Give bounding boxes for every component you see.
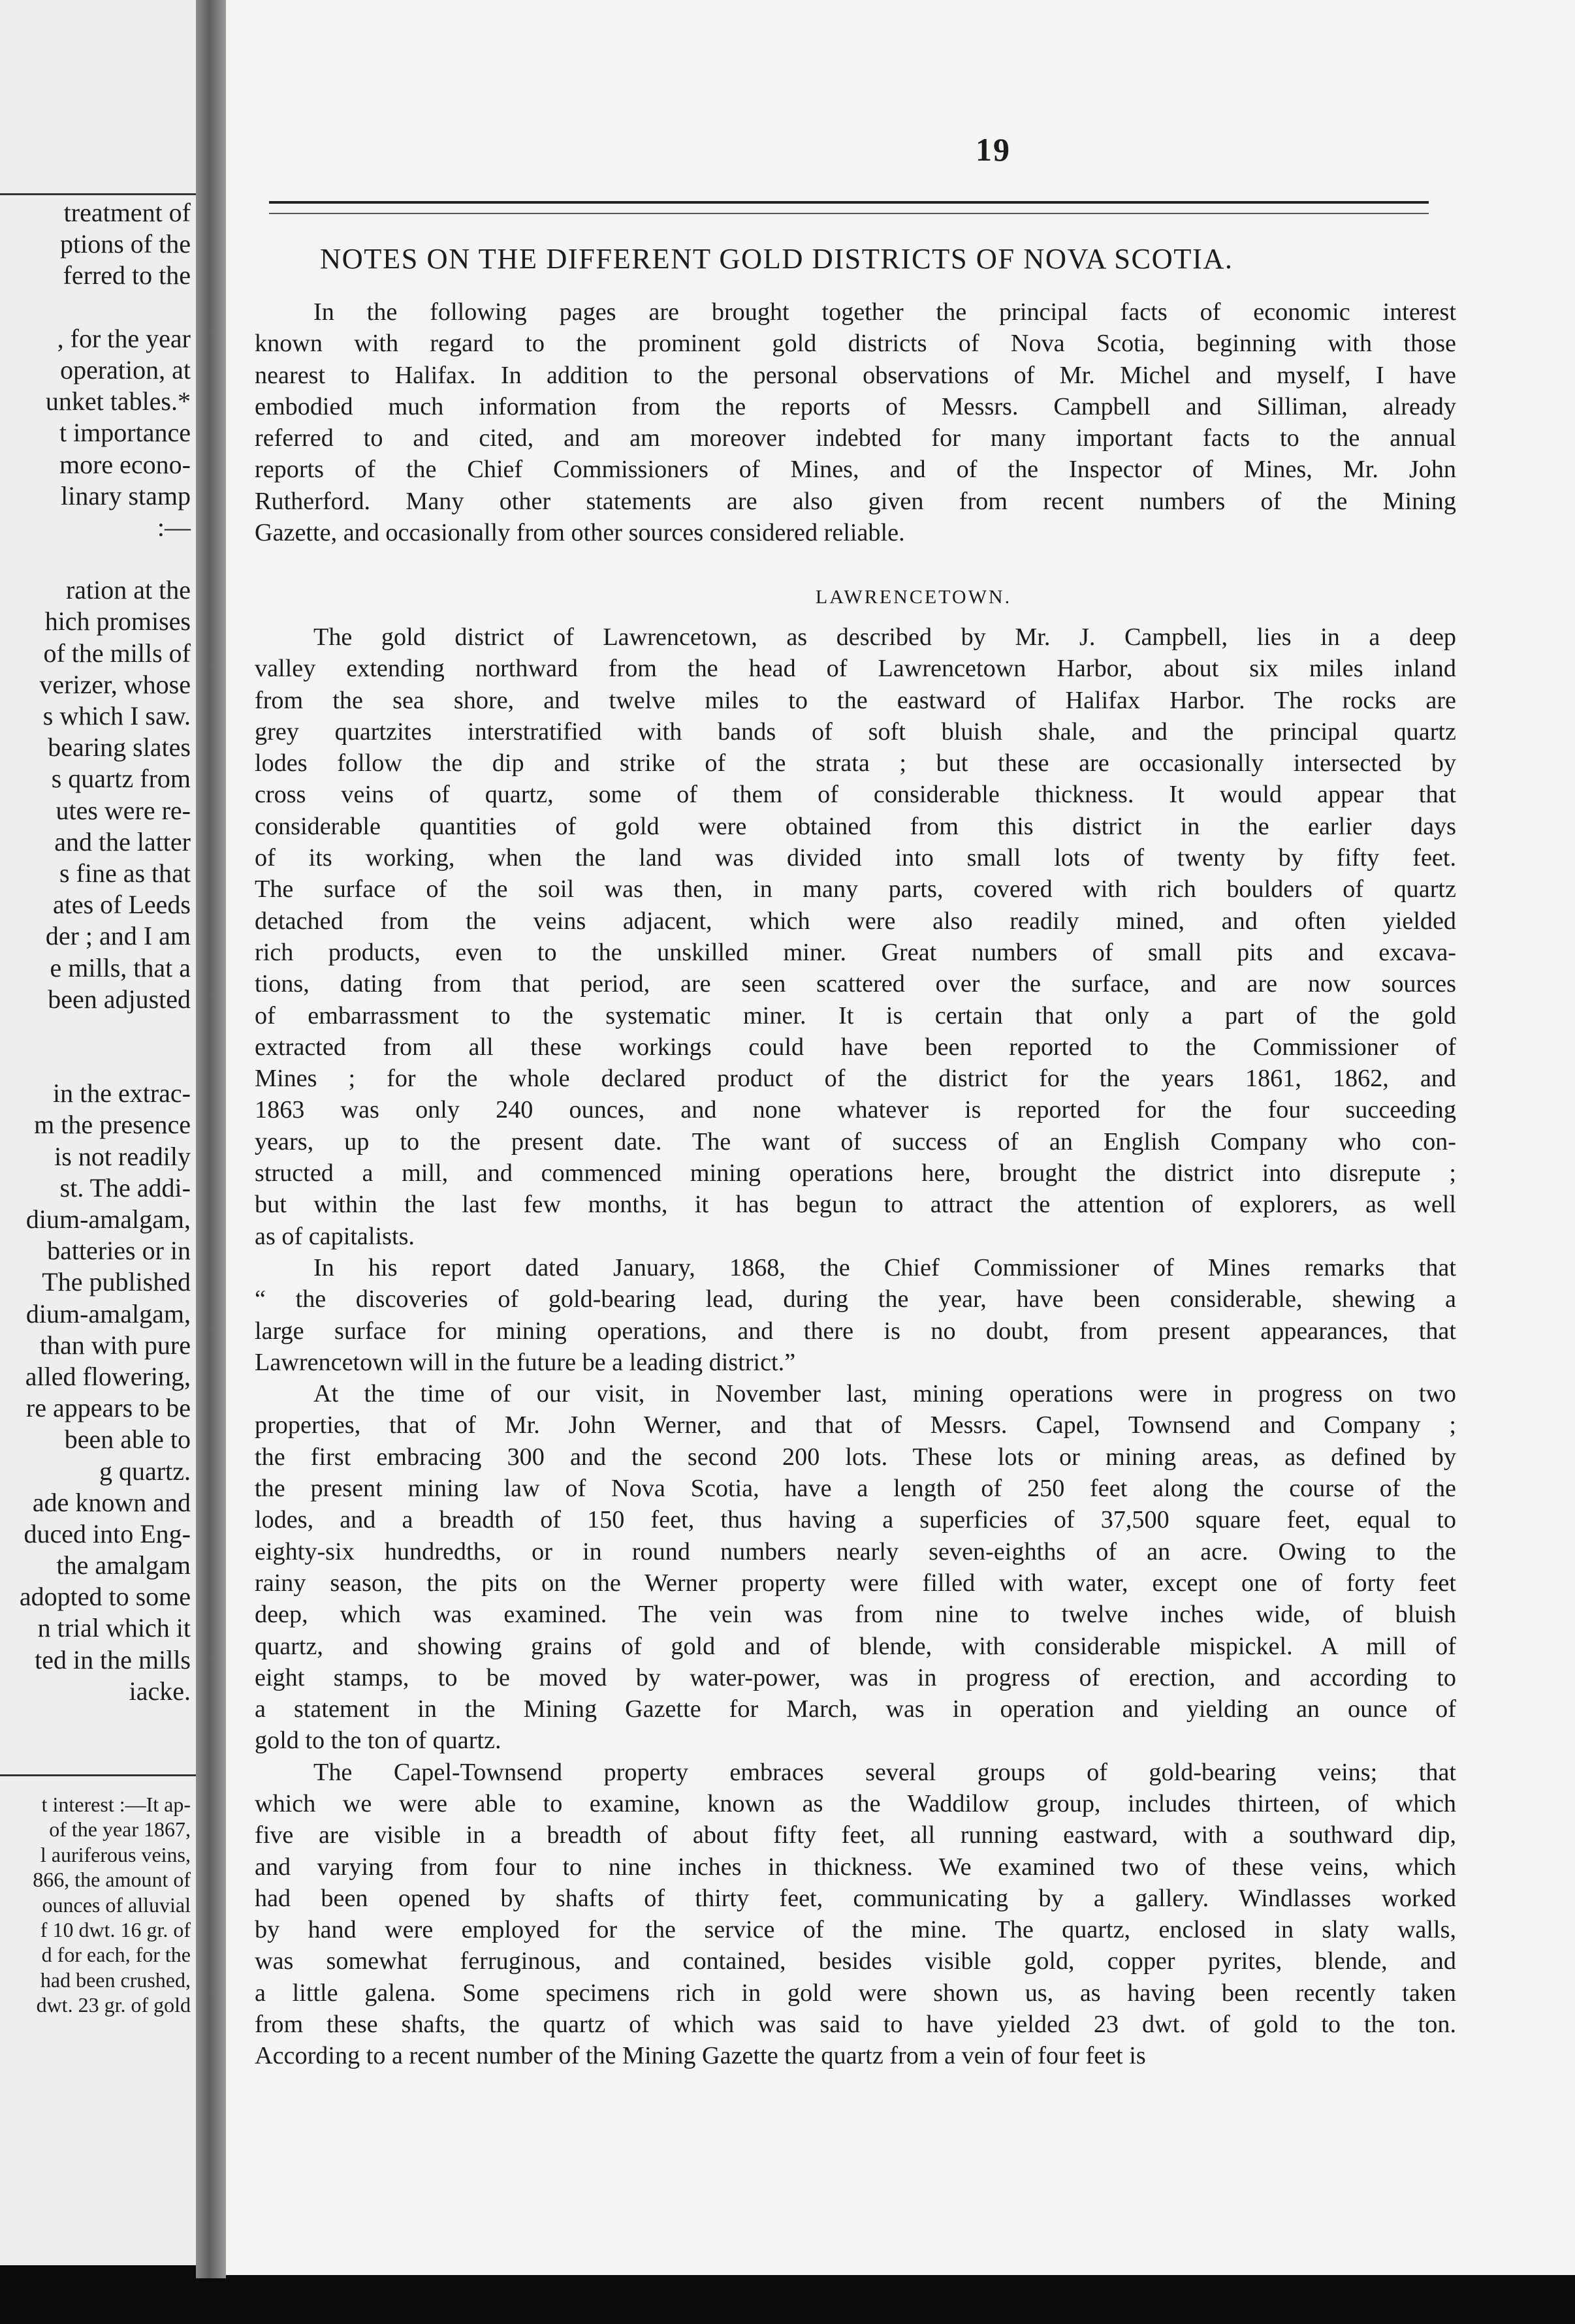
left-page-line: s fine as that: [59, 858, 191, 888]
left-page-line: duced into Eng-: [24, 1518, 191, 1548]
left-footnote-line: l auriferous veins,: [40, 1842, 191, 1866]
left-footnote-line: dwt. 23 gr. of gold: [36, 1993, 191, 2017]
intro-paragraph: [255, 296, 1456, 548]
body-line: According to a recent number of the Mining Gazette the quartz from a vein of four feet is: [255, 2042, 1146, 2070]
body-line: the first embracing 300 and the second 200 lots. These lots or mining areas, as defined by: [255, 1443, 1456, 1471]
left-page-line: [0, 1015, 191, 1046]
left-page-line: s quartz from: [51, 764, 191, 794]
left-page-line: ates of Leeds: [52, 890, 191, 920]
body-line: tions, dating from that period, are seen scattered over the surface, and are now sources: [255, 970, 1456, 998]
body-line: At the time of our visit, in November last, mining operations were in progress on two: [313, 1380, 1456, 1408]
body-line: and varying from four to nine inches in thickness. We examined two of these veins, which: [255, 1853, 1456, 1881]
left-page-line: more econo-: [59, 449, 191, 479]
section-heading: LAWRENCETOWN.: [815, 586, 1012, 608]
body-line: The surface of the soil was then, in many parts, covered with rich boulders of quartz: [255, 875, 1456, 903]
left-page-line: verizer, whose: [39, 669, 191, 699]
left-page-line: than with pure: [39, 1330, 191, 1360]
left-page-line: ptions of the: [60, 229, 191, 259]
left-page-line: der ; and I am: [45, 921, 191, 951]
body-line: The gold district of Lawrencetown, as described by Mr. J. Campbell, lies in a deep: [313, 623, 1456, 651]
left-page-line: The published: [42, 1267, 191, 1297]
left-page-header-rule: [0, 193, 196, 195]
body-line: detached from the veins adjacent, which were also readily mined, and often yielded: [255, 907, 1456, 935]
body-line: large surface for mining operations, and there is no doubt, from present appearances, that: [255, 1317, 1456, 1345]
body-line: from the sea shore, and twelve miles to the eastward of Halifax Harbor. The rocks are: [255, 686, 1456, 714]
left-page-line: dium-amalgam,: [25, 1298, 191, 1328]
left-footnote-line: 866, the amount of: [33, 1868, 191, 1892]
left-page-line: ted in the mills: [35, 1644, 191, 1674]
left-page-line: st. The addi-: [59, 1172, 191, 1202]
intro-line: In the following pages are brought together the principal facts of economic interest: [313, 298, 1456, 326]
left-page-line: unket tables.*: [45, 386, 191, 416]
left-page-line: iacke.: [129, 1676, 191, 1706]
body-line: lodes, and a breadth of 150 feet, thus having a superficies of 37,500 square feet, equal to: [255, 1506, 1456, 1534]
body-line: cross veins of quartz, some of them of considerable thickness. It would appear that: [255, 781, 1456, 809]
body-line: eight stamps, to be moved by water-power, was in progress of erection, and according to: [255, 1663, 1456, 1691]
left-page-line: [0, 543, 191, 574]
body-line: of its working, when the land was divided into small lots of twenty by fifty feet.: [255, 844, 1456, 872]
body-line: gold to the ton of quartz.: [255, 1727, 501, 1755]
left-footnote-line: ounces of alluvial: [42, 1892, 191, 1917]
left-page-footnote: [0, 1792, 191, 2018]
intro-line: Rutherford. Many other statements are also given from recent numbers of the Mining: [255, 487, 1456, 515]
page-number: 19: [976, 131, 1011, 168]
left-page-line: e mills, that a: [50, 952, 191, 982]
left-footnote-line: of the year 1867,: [49, 1817, 191, 1842]
body-text: [255, 621, 1456, 2072]
body-line: extracted from all these workings could have been reported to the Commissioner of: [255, 1033, 1456, 1061]
left-page-line: linary stamp: [61, 480, 191, 510]
left-page-line: and the latter: [54, 826, 191, 856]
body-line: considerable quantities of gold were obtained from this district in the earlier days: [255, 812, 1456, 840]
left-footnote-line: f 10 dwt. 16 gr. of: [40, 1917, 191, 1941]
left-page-line: been adjusted: [48, 984, 191, 1014]
body-line: as of capitalists.: [255, 1222, 415, 1250]
left-page-line: the amalgam: [56, 1550, 191, 1580]
body-line: 1863 was only 240 ounces, and none whatever is reported for the four succeeding: [255, 1096, 1456, 1124]
body-line: rainy season, the pits on the Werner property were filled with water, except one of forty feet: [255, 1569, 1456, 1597]
body-line: a statement in the Mining Gazette for March, was in operation and yielding an ounce of: [255, 1695, 1456, 1723]
left-page-line: re appears to be: [25, 1393, 191, 1423]
left-page-line: adopted to some: [19, 1582, 191, 1612]
body-line: from these shafts, the quartz of which was said to have yielded 23 dwt. of gold to the ton.: [255, 2011, 1456, 2039]
left-page-line: [0, 1046, 191, 1078]
body-line: years, up to the present date. The want of success of an English Company who con-: [255, 1127, 1456, 1155]
left-footnote-line: had been crushed,: [40, 1968, 191, 1992]
left-page-line: utes were re-: [56, 795, 191, 825]
body-line: but within the last few months, it has begun to attract the attention of explorers, as well: [255, 1191, 1456, 1219]
intro-line: nearest to Halifax. In addition to the personal observations of Mr. Michel and myself, I have: [255, 361, 1456, 389]
body-line: deep, which was examined. The vein was from nine to twelve inches wide, of bluish: [255, 1601, 1456, 1629]
body-line: had been opened by shafts of thirty feet, communicating by a gallery. Windlasses worked: [255, 1884, 1456, 1912]
intro-line: referred to and cited, and am moreover indebted for many important facts to the annual: [255, 424, 1456, 452]
body-line: was somewhat ferruginous, and contained, besides visible gold, copper pyrites, blende, and: [255, 1947, 1456, 1975]
body-line: properties, that of Mr. John Werner, and that of Messrs. Capel, Townsend and Company ;: [255, 1411, 1456, 1439]
left-page-line: batteries or in: [47, 1236, 191, 1266]
left-page-line: s which I saw.: [42, 701, 191, 730]
left-page-line: t importance: [59, 418, 191, 448]
main-page: [226, 0, 1575, 2275]
left-page-line: of the mills of: [43, 638, 191, 668]
left-page-line: ration at the: [65, 575, 191, 605]
body-line: Mines ; for the whole declared product of the district for the years 1861, 1862, and: [255, 1065, 1456, 1093]
left-page-line: :—: [157, 512, 191, 542]
left-page-line: treatment of: [63, 198, 191, 227]
body-line: by hand were employed for the service of the mine. The quartz, enclosed in slaty walls,: [255, 1916, 1456, 1944]
intro-line: known with regard to the prominent gold districts of Nova Scotia, beginning with those: [255, 330, 1456, 358]
body-line: of embarrassment to the systematic miner. It is certain that only a part of the gold: [255, 1001, 1456, 1029]
left-facing-page: [0, 0, 196, 2265]
left-page-line: [0, 292, 191, 323]
left-page-line: m the presence: [34, 1110, 191, 1140]
body-line: The Capel-Townsend property embraces several groups of gold-bearing veins; that: [313, 1758, 1456, 1786]
left-page-line: bearing slates: [48, 732, 191, 762]
body-line: quartz, and showing grains of gold and of blende, with considerable mispickel. A mill of: [255, 1632, 1456, 1660]
body-line: “ the discoveries of gold-bearing lead, during the year, have been considerable, shewing a: [255, 1285, 1456, 1313]
left-footnote-line: t interest :—It ap-: [41, 1793, 191, 1816]
left-page-line: operation, at: [60, 354, 191, 385]
left-page-footnote-rule: [0, 1774, 196, 1776]
left-page-text-column: [0, 197, 191, 1707]
left-page-line: been able to: [64, 1424, 191, 1454]
left-page-line: n trial which it: [37, 1613, 191, 1643]
book-gutter: [196, 0, 226, 2278]
left-page-line: alled flowering,: [25, 1361, 191, 1391]
left-page-line: ferred to the: [63, 260, 191, 290]
body-line: eighty-six hundredths, or in round numbers nearly seven-eighths of an acre. Owing to the: [255, 1537, 1456, 1565]
left-footnote-line: d for each, for the: [41, 1943, 191, 1967]
body-line: which we were able to examine, known as the Waddilow group, includes thirteen, of which: [255, 1789, 1456, 1817]
left-page-line: hich promises: [44, 606, 191, 636]
body-line: lodes follow the dip and strike of the strata ; but these are occasionally intersected by: [255, 749, 1456, 777]
body-line: five are visible in a breadth of about fifty feet, all running eastward, with a southward dip,: [255, 1821, 1456, 1849]
body-line: In his report dated January, 1868, the Chief Commissioner of Mines remarks that: [313, 1253, 1456, 1281]
page-title: NOTES ON THE DIFFERENT GOLD DISTRICTS OF NOVA SCOTIA.: [320, 242, 1233, 275]
intro-line: embodied much information from the reports of Messrs. Campbell and Silliman, already: [255, 392, 1456, 420]
left-page-line: in the extrac-: [53, 1078, 191, 1108]
header-double-rule: [269, 201, 1429, 214]
intro-line: reports of the Chief Commissioners of Mines, and of the Inspector of Mines, Mr. John: [255, 456, 1456, 484]
body-line: grey quartzites interstratified with bands of soft bluish shale, and the principal quartz: [255, 717, 1456, 746]
body-line: valley extending northward from the head of Lawrencetown Harbor, about six miles inland: [255, 655, 1456, 683]
left-page-line: ade known and: [32, 1487, 191, 1517]
body-line: the present mining law of Nova Scotia, have a length of 250 feet along the course of the: [255, 1475, 1456, 1503]
left-page-line: dium-amalgam,: [25, 1204, 191, 1234]
left-page-line: g quartz.: [99, 1456, 191, 1486]
intro-line: Gazette, and occasionally from other sources considered reliable.: [255, 519, 905, 547]
left-page-line: , for the year: [57, 323, 191, 353]
left-page-line: is not readily: [54, 1141, 191, 1171]
body-line: structed a mill, and commenced mining operations here, brought the district into disrepute ;: [255, 1159, 1456, 1187]
body-line: a little galena. Some specimens rich in gold were shown us, as having been recently taken: [255, 1979, 1456, 2007]
body-line: Lawrencetown will in the future be a leading district.”: [255, 1348, 796, 1376]
body-line: rich products, even to the unskilled miner. Great numbers of small pits and excava-: [255, 938, 1456, 966]
